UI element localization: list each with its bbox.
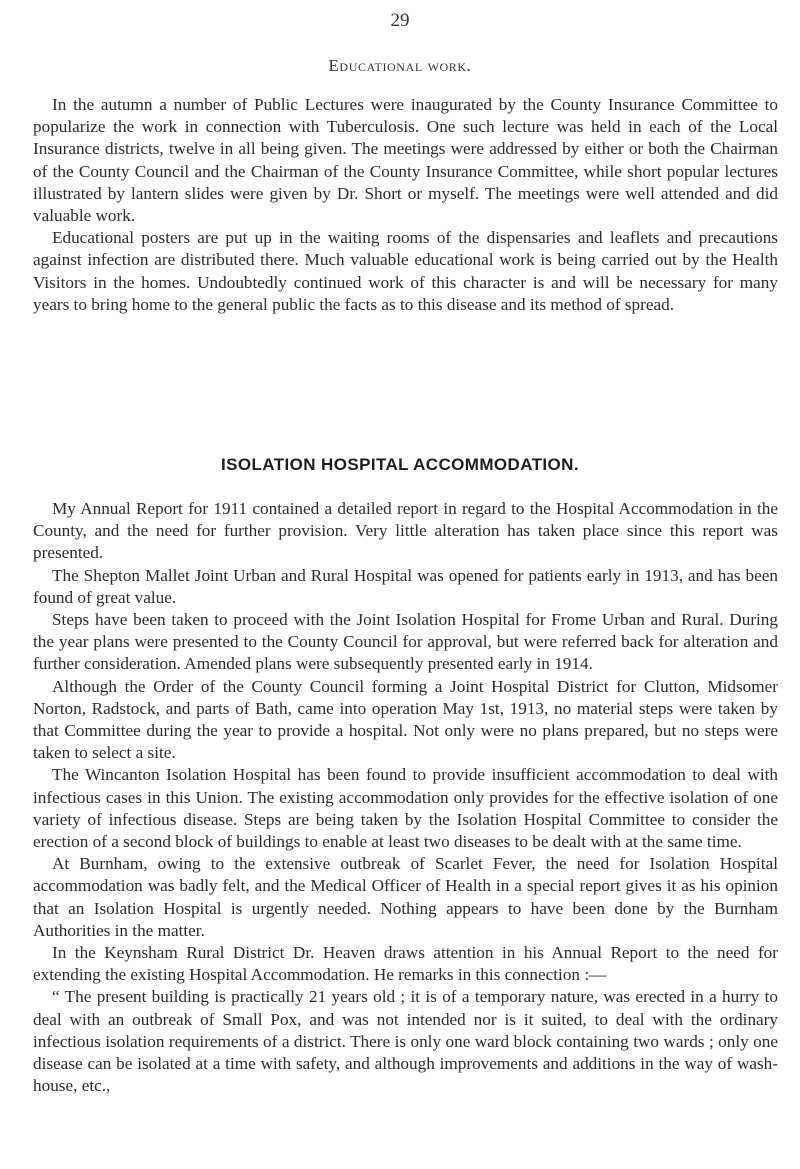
paragraph: The Wincanton Isolation Hospital has been found to provide insufficient accommodation to deal with infectious cases in this Union. The existing accommodation only provides for the effective isolation of one variety of infectious disease. Steps are being taken by the Isolation Hospital Committee to consider the erection of a second block of buildings to enable at least two diseases to be dealt with at the same time. xyxy=(33,765,778,852)
section-heading-educational-work: Educational work. xyxy=(328,56,472,75)
paragraph: At Burnham, owing to the extensive outbreak of Scarlet Fever, the need for Isolation Hospital accommodation was badly felt, and the Medical Officer of Health in a special report gives it as his opinion that an Isolation Hospital is urgently needed. Nothing appears to have been done by the Burnham Authorities in the matter. xyxy=(33,854,778,940)
paragraph: Although the Order of the County Council forming a Joint Hospital District for Clutton, Midsomer Norton, Radstock, and parts of Bath, came into operation May 1st, 1913, no material steps were taken by that Committee during the year to provide a hospital. Not only were no plans prepared, but no steps were taken to select a site. xyxy=(33,676,778,763)
paragraph: The Shepton Mallet Joint Urban and Rural Hospital was opened for patients early in 1913, and has been found of great value. xyxy=(33,565,778,607)
paragraph: In the Keynsham Rural District Dr. Heaven draws attention in his Annual Report to the need for extending the existing Hospital Accommodation. He remarks in this connection :— xyxy=(33,943,778,985)
educational-work-body xyxy=(33,94,778,316)
page-number: 29 xyxy=(390,10,410,31)
paragraph: Steps have been taken to proceed with the Joint Isolation Hospital for Frome Urban and Rural. During the year plans were presented to the County Council for approval, but were referred back for alteration and further consideration. Amended plans were subsequently presented early in 1914. xyxy=(33,610,778,674)
isolation-hospital-body xyxy=(33,498,778,1097)
paragraph: Educational posters are put up in the waiting rooms of the dispensaries and leaflets and precautions against infection are distributed there. Much valuable educational work is being carried out by the Health Visitors in the homes. Undoubtedly continued work of this character is and will be necessary for many years to bring home to the general public the facts as to this disease and its method of spread. xyxy=(33,228,778,314)
paragraph: My Annual Report for 1911 contained a detailed report in regard to the Hospital Accommodation in the County, and the need for further provision. Very little alteration has taken place since this report was presented. xyxy=(33,499,778,563)
paragraph: In the autumn a number of Public Lectures were inaugurated by the County Insurance Committee to popularize the work in connection with Tuberculosis. One such lecture was held in each of the Local Insurance districts, twelve in all being given. The meetings were addressed by either or both the Chairman of the County Council and the Chairman of the County Insurance Committee, while short popular lectures illustrated by lantern slides were given by Dr. Short or myself. The meetings were well attended and did valuable work. xyxy=(33,95,778,226)
quoted-paragraph: “ The present building is practically 21 years old ; it is of a temporary nature, was erected in a hurry to deal with an outbreak of Small Pox, and was not intended nor is it suited, to deal with the ordinary infectious isolation requirements of a district. There is only one ward block containing two wards ; only one disease can be isolated at a time with safety, and although improvements and additions in the way of wash-house, etc., xyxy=(33,987,778,1096)
section-heading-isolation-hospital: ISOLATION HOSPITAL ACCOMMODATION. xyxy=(221,455,579,474)
